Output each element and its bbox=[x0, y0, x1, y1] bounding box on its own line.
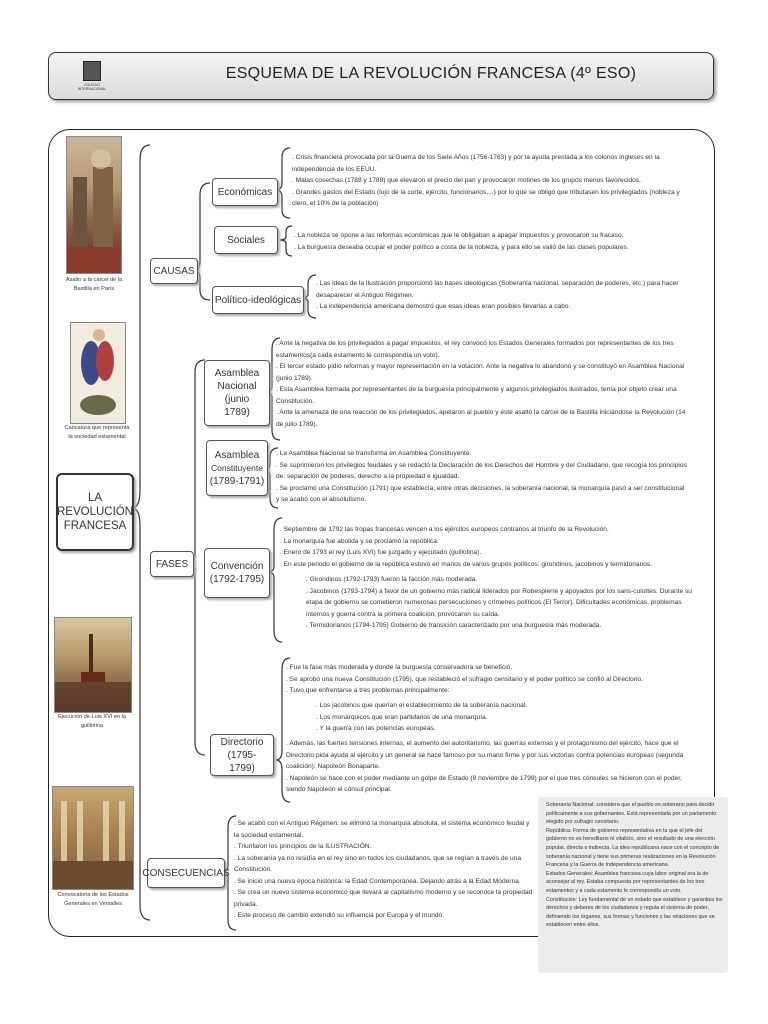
asamblea-constituyente-box bbox=[206, 440, 268, 496]
glossary-item: República: Forma de gobierno representativa en la que el jefe del gobierno no es hereditario ni vitalicio, sino el resultado de una elección popular, directa o indirecta. La idea republicana nace con el concepto de soberanía nacional y tiene sus primeras realizaciones en la Revolución Francesa y la Guerra de Independencia americana. bbox=[546, 827, 720, 869]
asamblea-nacional-line: . Ante la amenaza de una reacción de los privilegiados, apelaron al pueblo y éste asaltó la cárcel de la Bastilla iniciándose la Revolución (14 de julio 1789). bbox=[276, 409, 686, 428]
bastilla-image bbox=[66, 136, 122, 274]
consecuencia-line: . Se crea un nuevo sistema económico que llevará al capitalismo moderno y se reconoce la propiedad privada. bbox=[234, 889, 533, 908]
politico-line: . Las ideas de la Ilustración proporcionó las bases ideológicas (Soberanía nacional, separación de poderes, etc.) para hacer desaparecer el Antiguo Régimen. bbox=[316, 280, 679, 299]
convencion-line: . Septiembre de 1792 las tropas francesas vencen a los ejércitos europeos contrarios al triunfo de la Revolución. bbox=[280, 526, 609, 533]
politico-text bbox=[316, 278, 700, 313]
economicas-label: Económicas bbox=[217, 186, 273, 198]
page-title: ESQUEMA DE LA REVOLUCIÓN FRANCESA (4º ESO) bbox=[225, 65, 637, 82]
caricatura-picture bbox=[71, 323, 125, 423]
directorio-text-bottom bbox=[286, 738, 700, 796]
asamblea-nacional-line: . El tercer estado pidió reformas y mayor representación en la votación. Ante la negativa lo abandonó y se constituyó en Asamblea Nacional (junio 1789). bbox=[276, 363, 685, 382]
asamblea-nacional-box bbox=[204, 360, 270, 426]
glossary-item: Constitución: Ley fundamental de un estado que establece y garantiza los derechos y deberes de los ciudadanos y regula el sistema de poder, definiendo los órganos, sus formas y funciones y las relaciones que se establecen entre ellos. bbox=[546, 896, 723, 929]
sociales-line: . La nobleza se opone a las reformas económicas que le obligaban a apagar impuestos y provocaron su fracaso. bbox=[294, 232, 624, 239]
asamblea-nacional-text bbox=[276, 338, 688, 430]
directorio-label: Directorio (1795-1799) bbox=[220, 736, 264, 774]
bastilla-picture bbox=[67, 137, 121, 273]
consecuencias-label: CONSECUENCIAS bbox=[142, 867, 230, 879]
consecuencia-line: . Se acabó con el Antiguo Régimen: se eliminó la monarquía absoluta, el sistema económico feudal y la sociedad estamental. bbox=[234, 820, 530, 839]
constituyente-line: . Se proclamó una Constitución (1791) que establecía, entre otras decisiones, la soberanía nacional, la monarquía pasó a ser constitucional y se acabó con el absolutismo. bbox=[276, 484, 685, 503]
root-node bbox=[56, 473, 134, 551]
convencion-line: . La monarquía fue abolida y se proclamó la república. bbox=[280, 537, 439, 545]
sociales-box bbox=[214, 226, 278, 254]
problem-item: . Los monárquicos que eran partidarios de una monarquía. bbox=[316, 713, 488, 721]
consecuencias-box bbox=[142, 858, 230, 888]
constituyente-sub: Constituyente bbox=[211, 462, 263, 473]
fases-box bbox=[150, 551, 194, 577]
convencion-line: . En este periodo el gobierno de la república estuvo en manos de varios grupos políticos: girondinos, jacobinos y termidorianos. bbox=[280, 560, 653, 568]
consecuencias-text bbox=[234, 818, 534, 922]
directorio-line: . Napoleón se hace con el poder mediante un golpe de Estado (9 noviembre de 1799) por el que tres cónsules se hicieron con el poder, siendo Napoleón el cónsul principal. bbox=[286, 774, 682, 793]
economicas-line: . Crisis financiera provocada por la Guerra de los Siete Años (1756-1763) y por la ayuda prestada a los colonos ingleses en la independencia de los EEUU. bbox=[292, 154, 660, 173]
fases-label: FASES bbox=[155, 558, 189, 570]
asamblea-nacional-line: . Esta Asamblea formada por representantes de la burguesía principalmente y algunos privilegiados ilustrados, tenía por objeto crear una Constitución. bbox=[276, 386, 677, 405]
glossary-item: Estados Generales: Asamblea francesa cuya labor original era la de aconsejar al rey. Estaba compuesta por representantes de los tres estamentos y a cada estamento le correspondía un voto. bbox=[546, 870, 709, 894]
root-label: LA REVOLUCIÓN FRANCESA bbox=[56, 492, 134, 532]
group-jacobinos: . Jacobinos (1793-1794) a favor de un gobierno más radical liderados por Robespierre y apoyados por los sans-culottes. Durante su etapa de gobierno se cometieron numerosas persecuciones y crímenes políticos (El Terror). Dificultades económicas, problemas internos y guerra contra la primera coalición, provocaron su caída. bbox=[306, 587, 692, 618]
causas-box bbox=[150, 258, 198, 284]
ejecucion-picture bbox=[55, 618, 131, 712]
politico-box bbox=[212, 286, 304, 314]
politico-line: . La independencia americana demostró que esas ideas eran posibles llevarlas a cabo. bbox=[316, 303, 571, 310]
problem-item: . Los jacobinos que querían el establecimiento de la soberanía nacional. bbox=[316, 702, 528, 709]
directorio-box bbox=[210, 734, 274, 776]
consecuencia-line: . Triunfaron los principios de la ILUSTRACIÓN. bbox=[234, 843, 372, 850]
economicas-line: . Malas cosechas (1788 y 1789) que elevaron el precio del pan y provocaron motines de los grupos menos favorecidos. bbox=[292, 177, 641, 184]
ejecucion-caption: Ejecución de Luis XVI en la guillotina bbox=[57, 714, 127, 729]
constituyente-date: (1789-1791) bbox=[209, 475, 265, 487]
consecuencia-line: . Se inició una nueva época histórica: la Edad Contemporánea. Dejando atrás a la Edad Moderna. bbox=[234, 877, 521, 885]
convocatoria-image bbox=[52, 786, 134, 890]
sociales-line: . La burguesía deseaba ocupar el poder político a costa de la nobleza, y para ello se valió de las clases populares. bbox=[294, 243, 629, 251]
ejecucion-image bbox=[54, 617, 132, 713]
directorio-text-top bbox=[286, 662, 700, 697]
directorio-line: . Se aprobó una nueva Constitución (1795), que restableció el sufragio censitario y el poder político se confió al Directorio. bbox=[286, 675, 643, 683]
economicas-line: . Grandes gastos del Estado (lujo de la corte, ejército, funcionarios,...) por lo que se obligó que tributasen los privilegiados (nobleza y clero, el 10% de la población) bbox=[292, 188, 680, 207]
group-termidorianos: . Termidorianos (1794-1795) Gobierno de transición caracterizado por una burguesía más moderada. bbox=[306, 622, 602, 629]
constituyente-text bbox=[276, 448, 688, 506]
convocatoria-caption: Convocatoria de los Estados Generales en Versalles bbox=[57, 892, 129, 907]
constituyente-main: Asamblea bbox=[214, 449, 260, 461]
glossary-text bbox=[546, 801, 724, 930]
group-girondinos: . Girondinos (1792-1793) fueron la facción más moderada. bbox=[306, 576, 478, 583]
causas-label: CAUSAS bbox=[153, 265, 195, 277]
convencion-label: Convención (1792-1795) bbox=[209, 561, 265, 585]
constituyente-line: . La Asamblea Nacional se transforma en Asamblea Constituyente. bbox=[276, 450, 472, 457]
consecuencia-line: . Este proceso de cambio extendió su influencia por Europa y el mundo. bbox=[234, 912, 445, 919]
glossary-item: Soberanía Nacional: considera que el pueblo es soberano para decidir políticamente a sus gobernantes. Está representada por un parlamento elegido por sufragio censitario. bbox=[546, 802, 717, 826]
caricatura-caption: Caricatura que representa la sociedad estamental bbox=[64, 425, 130, 440]
logo-text: COLEGIO INTERNACIONAL bbox=[77, 83, 107, 91]
convencion-line: . Enero de 1793 el rey (Luis XVI) fue juzgado y ejecutado (guillotina). bbox=[280, 549, 482, 556]
convocatoria-picture bbox=[53, 787, 133, 889]
constituyente-line: . Se suprimieron los privilegios feudales y se redactó la Declaración de los Derechos del Hombre y del Ciudadano, que recogía los principios de: separación de poderes, derecho a la propiedad e igualdad. bbox=[276, 461, 687, 480]
consecuencia-line: . La soberanía ya no residía en el rey sino en todos los ciudadanos, que se regían a través de una Constitución. bbox=[234, 854, 522, 873]
politico-label: Político-ideológicas bbox=[214, 294, 302, 306]
asamblea-nacional-label: Asamblea Nacional (junio 1789) bbox=[214, 368, 260, 418]
problem-item: . Y la guerra con las potencias europeas. bbox=[316, 725, 436, 732]
convencion-box bbox=[204, 548, 270, 598]
economicas-box bbox=[212, 178, 278, 206]
directorio-line: . Tuvo que enfrentarse a tres problemas principalmente: bbox=[286, 687, 450, 694]
sociales-text bbox=[294, 230, 688, 253]
caricatura-image bbox=[70, 322, 126, 424]
economicas-text bbox=[292, 152, 688, 210]
convencion-groups bbox=[306, 574, 698, 632]
sociales-label: Sociales bbox=[227, 234, 265, 246]
asamblea-nacional-line: . Ante la negativa de los privilegiados a pagar impuestos, el rey convocó los Estados Generales formados por representantes de los tres estamentos(a cada estamento le correspondía un voto). bbox=[276, 340, 674, 359]
glossary-note bbox=[538, 797, 728, 973]
bastilla-caption: Asalto a la cárcel de la Bastilla en París bbox=[65, 277, 123, 292]
directorio-line: . Fue la fase más moderada y donde la burguesía conservadora se benefició. bbox=[286, 664, 513, 671]
directorio-line: . Además, las fuertes tensiones internas, el aumento del autoritarismo, las guerras externas y el protagonismo del ejército, hace que el Directorio pida ayuda al ejército y un general se hace famoso por su mano firme y por sus victorias contra potencias europeas (segunda coalición): Napoleón Bonaparte. bbox=[286, 740, 684, 770]
directorio-problems bbox=[316, 700, 686, 735]
convencion-text bbox=[280, 524, 688, 570]
